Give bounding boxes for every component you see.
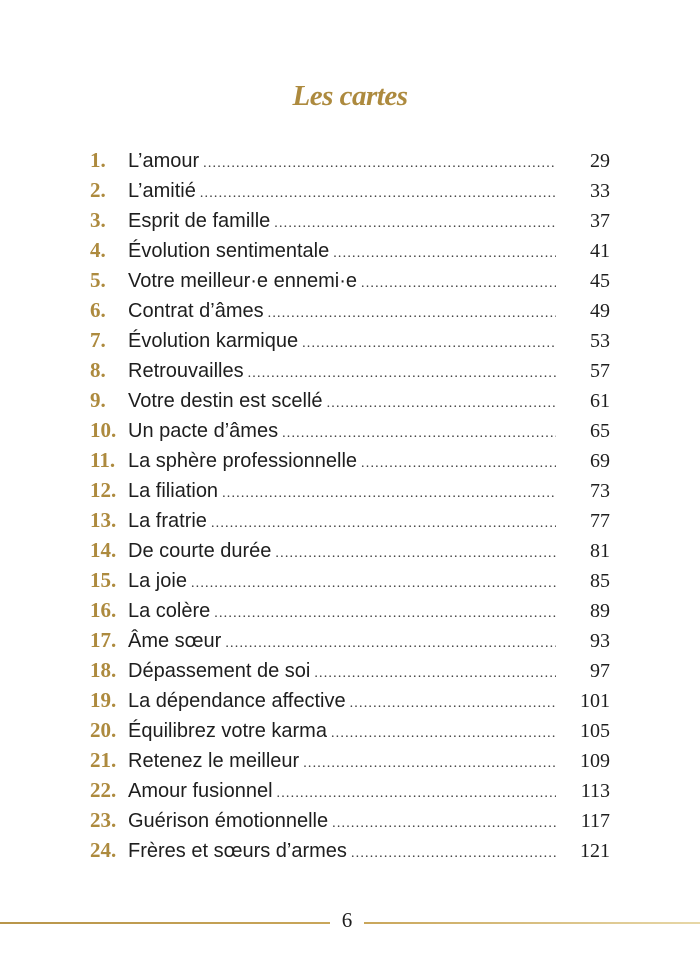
toc-entry[interactable]	[90, 805, 610, 835]
toc-entry-number: 23.	[90, 808, 117, 832]
toc-entry[interactable]	[90, 835, 610, 865]
toc-entry-title: L’amitié	[128, 180, 196, 202]
toc-entry-number: 7.	[90, 328, 106, 352]
toc-entry-title: Évolution sentimentale	[128, 240, 330, 262]
toc-entry-title: La filiation	[128, 480, 219, 502]
toc-entry[interactable]	[90, 715, 610, 745]
toc-entry-page: 37	[590, 210, 610, 232]
toc-entry-title: Dépassement de soi	[128, 660, 311, 682]
toc-entry[interactable]	[90, 445, 610, 475]
dot-leader	[274, 209, 556, 239]
toc-entry-title: Âme sœur	[128, 630, 222, 652]
toc-entry[interactable]	[90, 505, 610, 535]
toc-entry-number: 15.	[90, 568, 117, 592]
toc-entry-title: Guérison émotionnelle	[128, 810, 329, 832]
toc-entry-title: Frères et sœurs d’armes	[128, 840, 347, 862]
dot-leader	[351, 839, 556, 869]
toc-entry-number: 10.	[90, 418, 117, 442]
toc-entry[interactable]	[90, 145, 610, 175]
table-of-contents	[90, 145, 610, 865]
toc-entry-page: 65	[590, 420, 610, 442]
dot-leader	[268, 299, 556, 329]
toc-entry-title: Esprit de famille	[128, 210, 271, 232]
toc-entry-number: 20.	[90, 718, 117, 742]
toc-entry-number: 9.	[90, 388, 106, 412]
toc-entry-page: 61	[590, 390, 610, 412]
toc-entry-page: 33	[590, 180, 610, 202]
toc-entry-number: 6.	[90, 298, 106, 322]
toc-entry-number: 8.	[90, 358, 106, 382]
toc-entry[interactable]	[90, 235, 610, 265]
toc-entry[interactable]	[90, 565, 610, 595]
dot-leader	[327, 389, 556, 419]
toc-entry-page: 109	[580, 750, 610, 772]
dot-leader	[211, 509, 556, 539]
toc-entry-page: 77	[590, 510, 610, 532]
dot-leader	[277, 779, 556, 809]
toc-entry[interactable]	[90, 355, 610, 385]
dot-leader	[275, 539, 556, 569]
toc-entry-title: La colère	[128, 600, 211, 622]
toc-entry[interactable]	[90, 475, 610, 505]
toc-entry-title: Retrouvailles	[128, 360, 244, 382]
toc-entry[interactable]	[90, 655, 610, 685]
toc-entry-page: 57	[590, 360, 610, 382]
toc-entry-page: 41	[590, 240, 610, 262]
toc-entry[interactable]	[90, 175, 610, 205]
toc-entry-number: 19.	[90, 688, 117, 712]
toc-entry-page: 101	[580, 690, 610, 712]
toc-entry-number: 12.	[90, 478, 117, 502]
toc-entry-number: 2.	[90, 178, 106, 202]
dot-leader	[214, 599, 556, 629]
dot-leader	[314, 659, 556, 689]
toc-entry-number: 3.	[90, 208, 106, 232]
toc-entry-page: 93	[590, 630, 610, 652]
toc-entry-page: 105	[580, 720, 610, 742]
toc-entry[interactable]	[90, 385, 610, 415]
toc-entry-page: 73	[590, 480, 610, 502]
toc-entry-title: Évolution karmique	[128, 330, 299, 352]
toc-entry-page: 121	[580, 840, 610, 862]
toc-entry-number: 21.	[90, 748, 117, 772]
toc-entry-title: La fratrie	[128, 510, 207, 532]
toc-entry-title: Équilibrez votre karma	[128, 720, 327, 742]
toc-entry-title: Contrat d’âmes	[128, 300, 264, 322]
dot-leader	[333, 239, 556, 269]
toc-entry[interactable]	[90, 325, 610, 355]
dot-leader	[222, 479, 556, 509]
toc-entry-number: 13.	[90, 508, 117, 532]
toc-entry-page: 69	[590, 450, 610, 472]
toc-entry[interactable]	[90, 685, 610, 715]
toc-entry[interactable]	[90, 295, 610, 325]
toc-entry-title: Votre destin est scellé	[128, 390, 323, 412]
toc-entry-number: 4.	[90, 238, 106, 262]
toc-entry[interactable]	[90, 595, 610, 625]
toc-entry-number: 18.	[90, 658, 117, 682]
page-title: Les cartes	[292, 80, 408, 112]
dot-leader	[303, 749, 556, 779]
dot-leader	[225, 629, 556, 659]
toc-entry[interactable]	[90, 535, 610, 565]
toc-entry[interactable]	[90, 745, 610, 775]
dot-leader	[248, 359, 556, 389]
toc-entry-title: Un pacte d’âmes	[128, 420, 279, 442]
toc-entry-page: 49	[590, 300, 610, 322]
toc-entry[interactable]	[90, 415, 610, 445]
toc-entry-title: Amour fusionnel	[128, 780, 273, 802]
toc-entry-page: 85	[590, 570, 610, 592]
toc-entry-title: La joie	[128, 570, 187, 592]
toc-entry-number: 11.	[90, 448, 116, 472]
toc-entry[interactable]	[90, 775, 610, 805]
toc-entry-title: La sphère professionnelle	[128, 450, 358, 472]
dot-leader	[361, 449, 556, 479]
dot-leader	[361, 269, 556, 299]
dot-leader	[191, 569, 556, 599]
toc-entry-number: 1.	[90, 148, 106, 172]
dot-leader	[203, 149, 556, 179]
toc-entry-title: De courte durée	[128, 540, 272, 562]
toc-entry-page: 29	[590, 150, 610, 172]
toc-entry[interactable]	[90, 265, 610, 295]
toc-entry-number: 5.	[90, 268, 106, 292]
toc-entry-number: 14.	[90, 538, 117, 562]
toc-entry-page: 45	[590, 270, 610, 292]
footer-rule-left	[0, 922, 330, 924]
dot-leader	[332, 809, 556, 839]
toc-entry-number: 16.	[90, 598, 117, 622]
page-number: 6	[341, 908, 353, 932]
toc-entry-page: 89	[590, 600, 610, 622]
toc-entry-page: 53	[590, 330, 610, 352]
toc-entry-title: Votre meilleur·e ennemi·e	[128, 270, 357, 292]
toc-entry-page: 113	[580, 780, 610, 802]
toc-entry[interactable]	[90, 625, 610, 655]
dot-leader	[302, 329, 556, 359]
toc-entry[interactable]	[90, 205, 610, 235]
toc-entry-page: 81	[590, 540, 610, 562]
toc-entry-number: 22.	[90, 778, 117, 802]
toc-entry-number: 24.	[90, 838, 117, 862]
dot-leader	[331, 719, 556, 749]
toc-entry-title: La dépendance affective	[128, 690, 346, 712]
toc-entry-title: L’amour	[128, 150, 200, 172]
dot-leader	[200, 179, 556, 209]
toc-entry-page: 117	[580, 810, 610, 832]
toc-entry-page: 97	[590, 660, 610, 682]
footer-rule-right	[364, 922, 700, 924]
toc-entry-title: Retenez le meilleur	[128, 750, 300, 772]
dot-leader	[350, 689, 556, 719]
toc-entry-number: 17.	[90, 628, 117, 652]
dot-leader	[282, 419, 556, 449]
